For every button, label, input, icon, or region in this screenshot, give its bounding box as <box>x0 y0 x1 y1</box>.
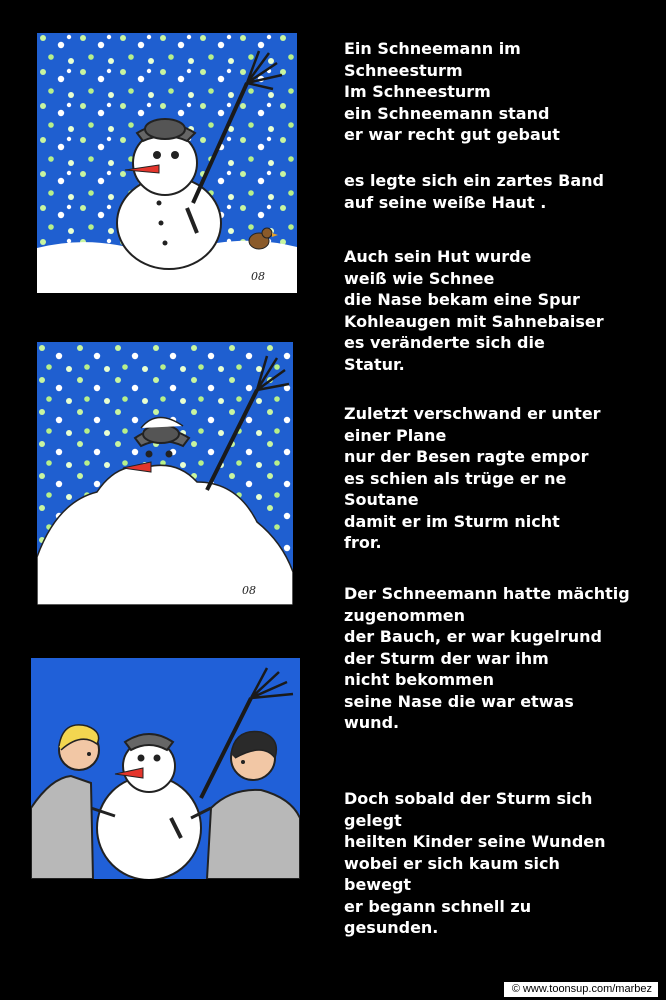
comic-panel-snowman-buried <box>37 342 293 605</box>
poem-line: es veränderte sich die <box>344 333 545 352</box>
poem-line: Der Schneemann hatte mächtig <box>344 584 630 603</box>
poem-line: wund. <box>344 713 400 732</box>
comic-panel-snowman-storm <box>37 33 297 293</box>
poem-line: damit er im Sturm nicht <box>344 511 560 531</box>
poem-stanza <box>344 246 604 375</box>
poem-line: ein Schneemann stand <box>344 103 550 123</box>
poem-line: er begann schnell zu <box>344 896 532 916</box>
poem-line: nicht bekommen <box>344 670 495 689</box>
panel-signature: 08 <box>242 584 256 597</box>
poem-line: heilten Kinder seine Wunden <box>344 832 606 851</box>
poem-line: Doch sobald der Sturm sich <box>344 789 593 808</box>
poem-line: wobei er sich kaum sich <box>344 853 560 873</box>
poem-line: Statur. <box>344 354 405 374</box>
poem-line: die Nase bekam eine Spur <box>344 290 580 309</box>
poem-line: weiß wie Schnee <box>344 268 495 288</box>
poem-line: zugenommen <box>344 605 465 625</box>
poem-line: fror. <box>344 533 382 552</box>
poem-line: gelegt <box>344 810 402 830</box>
poem-stanza <box>344 170 604 213</box>
poem-line: Soutane <box>344 490 419 509</box>
poem-line: er war recht gut gebaut <box>344 125 560 144</box>
poem-line: seine Nase die war etwas <box>344 691 574 711</box>
poem-stanza <box>344 583 630 734</box>
poem-line: gesunden. <box>344 918 439 937</box>
poem-line: der Sturm der war ihm <box>344 648 549 668</box>
poem-line: der Bauch, er war kugelrund <box>344 627 602 646</box>
poem-line: es schien als trüge er ne <box>344 468 567 488</box>
poem-line: auf seine weiße Haut . <box>344 192 547 212</box>
poem-line: einer Plane <box>344 425 447 445</box>
poem-line: es legte sich ein zartes Band <box>344 171 604 190</box>
snowman-buried-illustration <box>37 342 293 605</box>
poem-line: bewegt <box>344 875 412 894</box>
poem-line: Ein Schneemann im <box>344 39 521 58</box>
snowman-storm-illustration <box>37 33 297 293</box>
poem-line: Kohleaugen mit Sahnebaiser <box>344 311 604 331</box>
panel-signature: 08 <box>251 270 265 283</box>
poem-line: Zuletzt verschwand er unter <box>344 404 601 423</box>
poem-line: nur der Besen ragte empor <box>344 447 589 466</box>
comic-panel-children-helping <box>31 658 300 879</box>
children-helping-illustration <box>31 658 300 879</box>
poem-stanza <box>344 788 606 939</box>
poem-line: Auch sein Hut wurde <box>344 247 532 266</box>
copyright-credit: © www.toonsup.com/marbez <box>504 982 658 997</box>
poem-stanza <box>344 38 560 146</box>
poem-line: Im Schneesturm <box>344 82 491 101</box>
poem-stanza <box>344 403 601 554</box>
poem-line: Schneesturm <box>344 60 463 80</box>
